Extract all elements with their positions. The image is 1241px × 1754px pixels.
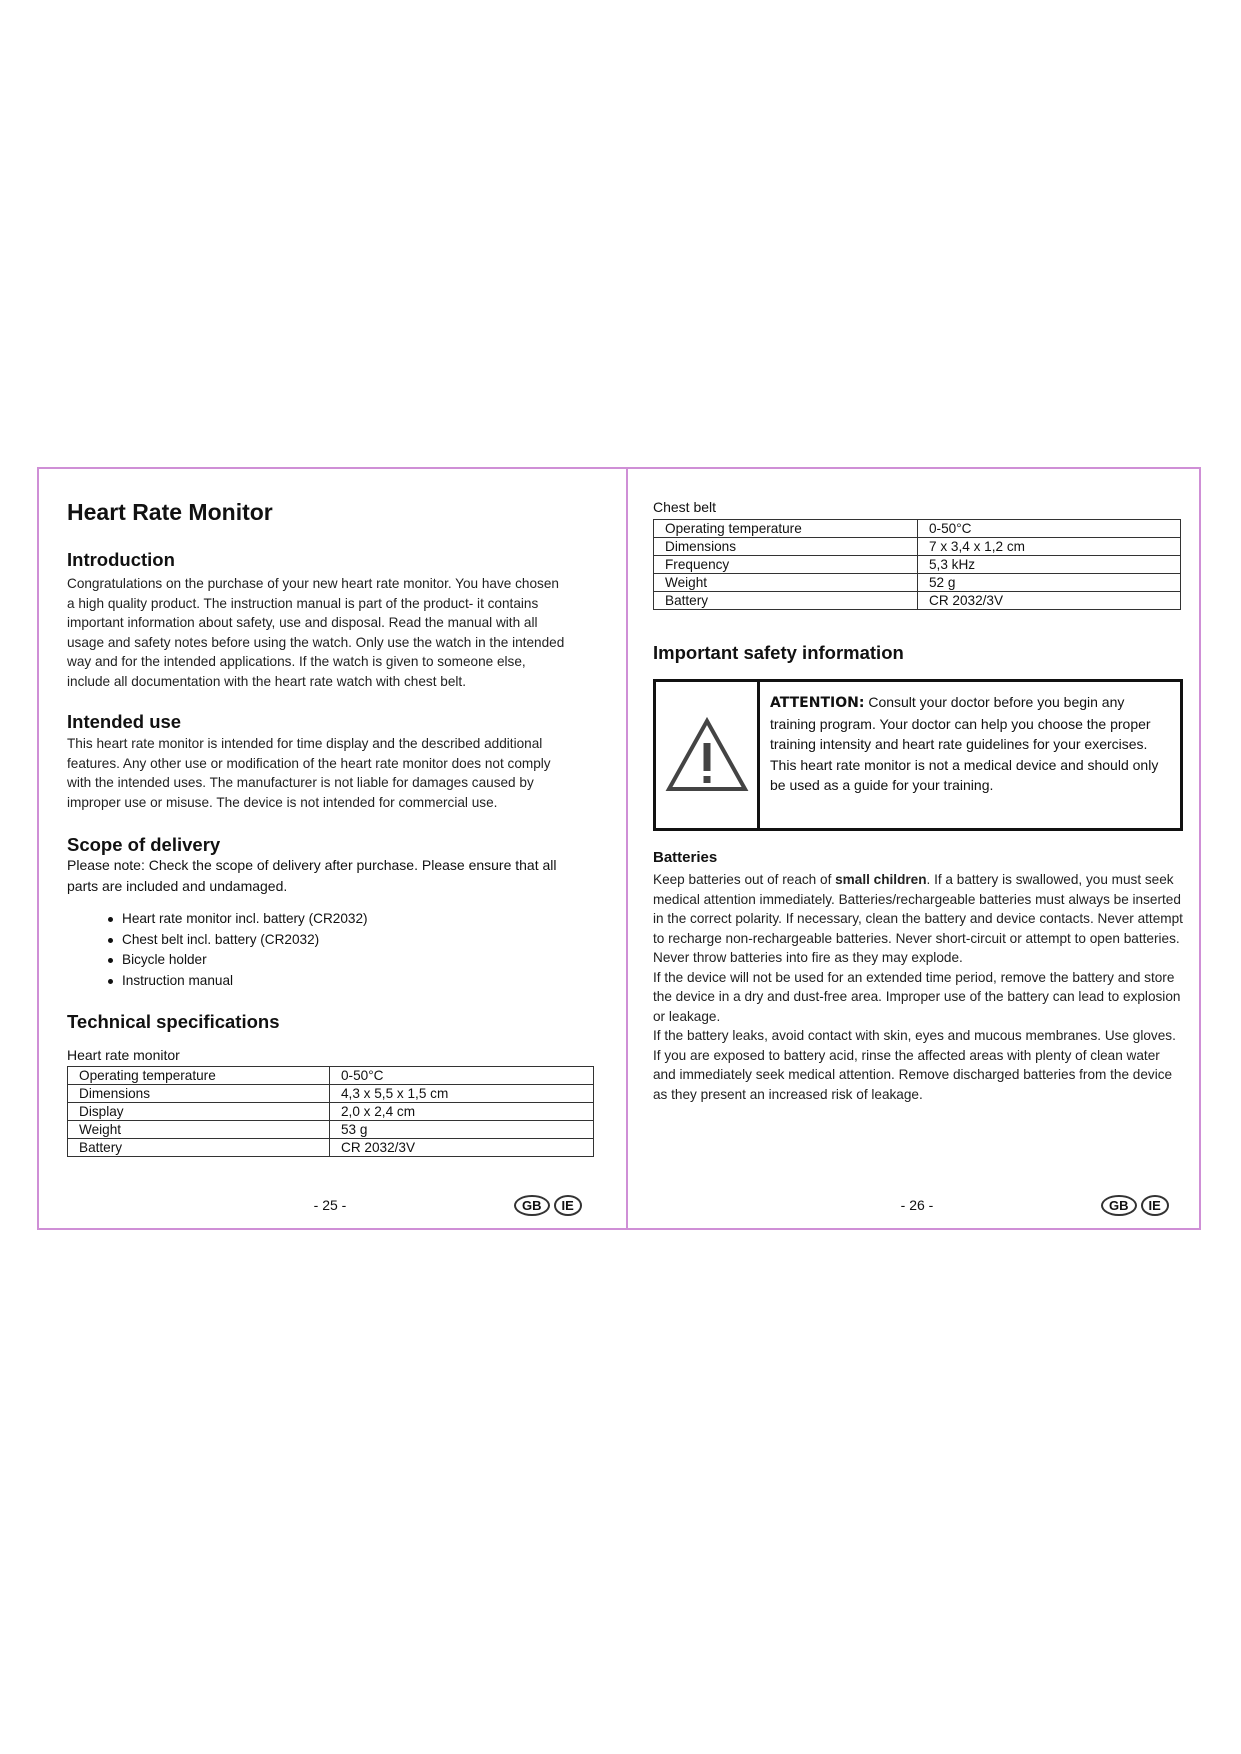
scope-note [67,855,607,897]
language-badges [510,1195,582,1216]
spec-value: 4,3 x 5,5 x 1,5 cm [330,1085,594,1103]
spec-name: Display [68,1103,330,1121]
attention-body: Consult your doctor before you begin any training program. Your doctor can help you choose the proper training intensity and heart rate guidelines for your exercises. [770,694,1151,752]
bold-text: small children [835,872,927,887]
list-item: Instruction manual [108,971,368,992]
text-line: features. Any other use or modification of the heart rate monitor does not comply [67,755,551,771]
text-line: parts are included and undamaged. [67,878,288,894]
table-row [654,520,1181,538]
page-title: Heart Rate Monitor [67,499,273,525]
text: Keep batteries out of reach of [653,872,836,887]
page-number: - 26 - [900,1197,934,1213]
text-line: a high quality product. The instruction manual is part of the product- it contains [67,595,539,611]
text-line: This heart rate monitor is intended for time display and the described additional [67,736,543,751]
attention-label: ATTENTION: [770,695,865,711]
text-line: way and for the intended applications. If the watch is given to someone else, [67,654,526,669]
spec-name: Dimensions [654,538,918,556]
list-item: Heart rate monitor incl. battery (CR2032) [108,909,368,930]
badge-ie: IE [554,1195,582,1216]
text-line: usage and safety notes before using the watch. Only use the watch in the intended [67,634,565,650]
badge-ie: IE [1141,1195,1169,1216]
scope-heading: Scope of delivery [67,834,221,855]
hrm-spec-table [67,1066,594,1157]
spec-name: Dimensions [68,1085,330,1103]
table-row [68,1085,594,1103]
spec-name: Weight [68,1121,330,1139]
attention-text [770,692,1172,796]
introduction-text [67,574,607,691]
batteries-text [653,870,1183,1104]
spec-value: 53 g [330,1121,594,1139]
safety-heading: Important safety information [653,642,904,663]
page-number: - 25 - [313,1197,347,1213]
spec-value: 52 g [918,574,1181,592]
spec-value: CR 2032/3V [918,592,1181,610]
badge-gb: GB [1101,1195,1137,1216]
spec-value: 0-50°C [330,1067,594,1085]
text-line: important information about safety, use and disposal. Read the manual with all [67,615,538,630]
attention-body-2: This heart rate monitor is not a medical device and should only be used as a guide for your training. [770,756,1159,793]
text-line: improper use or misuse. The device is not intended for commercial use. [67,794,498,810]
text-line: Please note: Check the scope of delivery after purchase. Please ensure that all [67,857,557,873]
table-row [654,556,1181,574]
spec-name: Weight [654,574,918,592]
spec-name: Battery [68,1139,330,1157]
badge-gb: GB [514,1195,550,1216]
batteries-paragraph-2: If the device will not be used for an extended time period, remove the battery and store the device in a dry and dust-free area. Improper use of the battery can lead to explosion or leakage. [653,969,1181,1024]
table-row [68,1067,594,1085]
spec-name: Frequency [654,556,918,574]
chest-belt-table-label: Chest belt [653,499,717,515]
page-divider [626,469,628,1228]
warning-icon-cell [656,682,760,828]
text-line: with the intended uses. The manufacturer is not liable for damages caused by [67,775,534,790]
table-row [68,1103,594,1121]
intended-use-heading: Intended use [67,711,182,732]
language-badges [1097,1195,1169,1216]
text-line: include all documentation with the heart rate watch with chest belt. [67,673,466,689]
spec-value: CR 2032/3V [330,1139,594,1157]
intended-use-text [67,734,607,812]
spec-value: 7 x 3,4 x 1,2 cm [918,538,1181,556]
batteries-paragraph-1 [653,870,1183,968]
hrm-table-label: Heart rate monitor [67,1047,180,1063]
spec-value: 0-50°C [918,520,1181,538]
spec-name: Operating temperature [654,520,918,538]
spec-value: 2,0 x 2,4 cm [330,1103,594,1121]
delivery-list [108,909,368,992]
introduction-heading: Introduction [67,549,175,570]
batteries-heading: Batteries [653,849,718,866]
text: . If a battery is swallowed, you must seek medical attention immediately. Batteries/rechargeable batteries must always be inserted in the correct polarity. If necessary, clean the battery and device contacts. Never attempt to recharge non-rechargeable batteries. Never short-circuit or attempt to open batteries. Never throw batteries into fire as they may explode. [653,872,1183,965]
table-row [654,538,1181,556]
list-item: Chest belt incl. battery (CR2032) [108,930,368,951]
text-line: Congratulations on the purchase of your new heart rate monitor. You have chosen [67,576,559,591]
attention-box [653,679,1183,831]
warning-triangle-icon [665,717,749,793]
list-item: Bicycle holder [108,950,368,971]
table-row [654,574,1181,592]
batteries-paragraph-3: If the battery leaks, avoid contact with skin, eyes and mucous membranes. Use gloves. If you are exposed to battery acid, rinse the affected areas with plenty of clean water and immediately seek medical attention. Remove discharged batteries from the device as they present an increased risk of leakage. [653,1028,1176,1102]
spec-name: Operating temperature [68,1067,330,1085]
table-row [654,592,1181,610]
spec-value: 5,3 kHz [918,556,1181,574]
spec-name: Battery [654,592,918,610]
tech-specs-heading: Technical specifications [67,1011,280,1032]
table-row [68,1139,594,1157]
table-row [68,1121,594,1139]
chest-belt-spec-table [653,519,1181,610]
